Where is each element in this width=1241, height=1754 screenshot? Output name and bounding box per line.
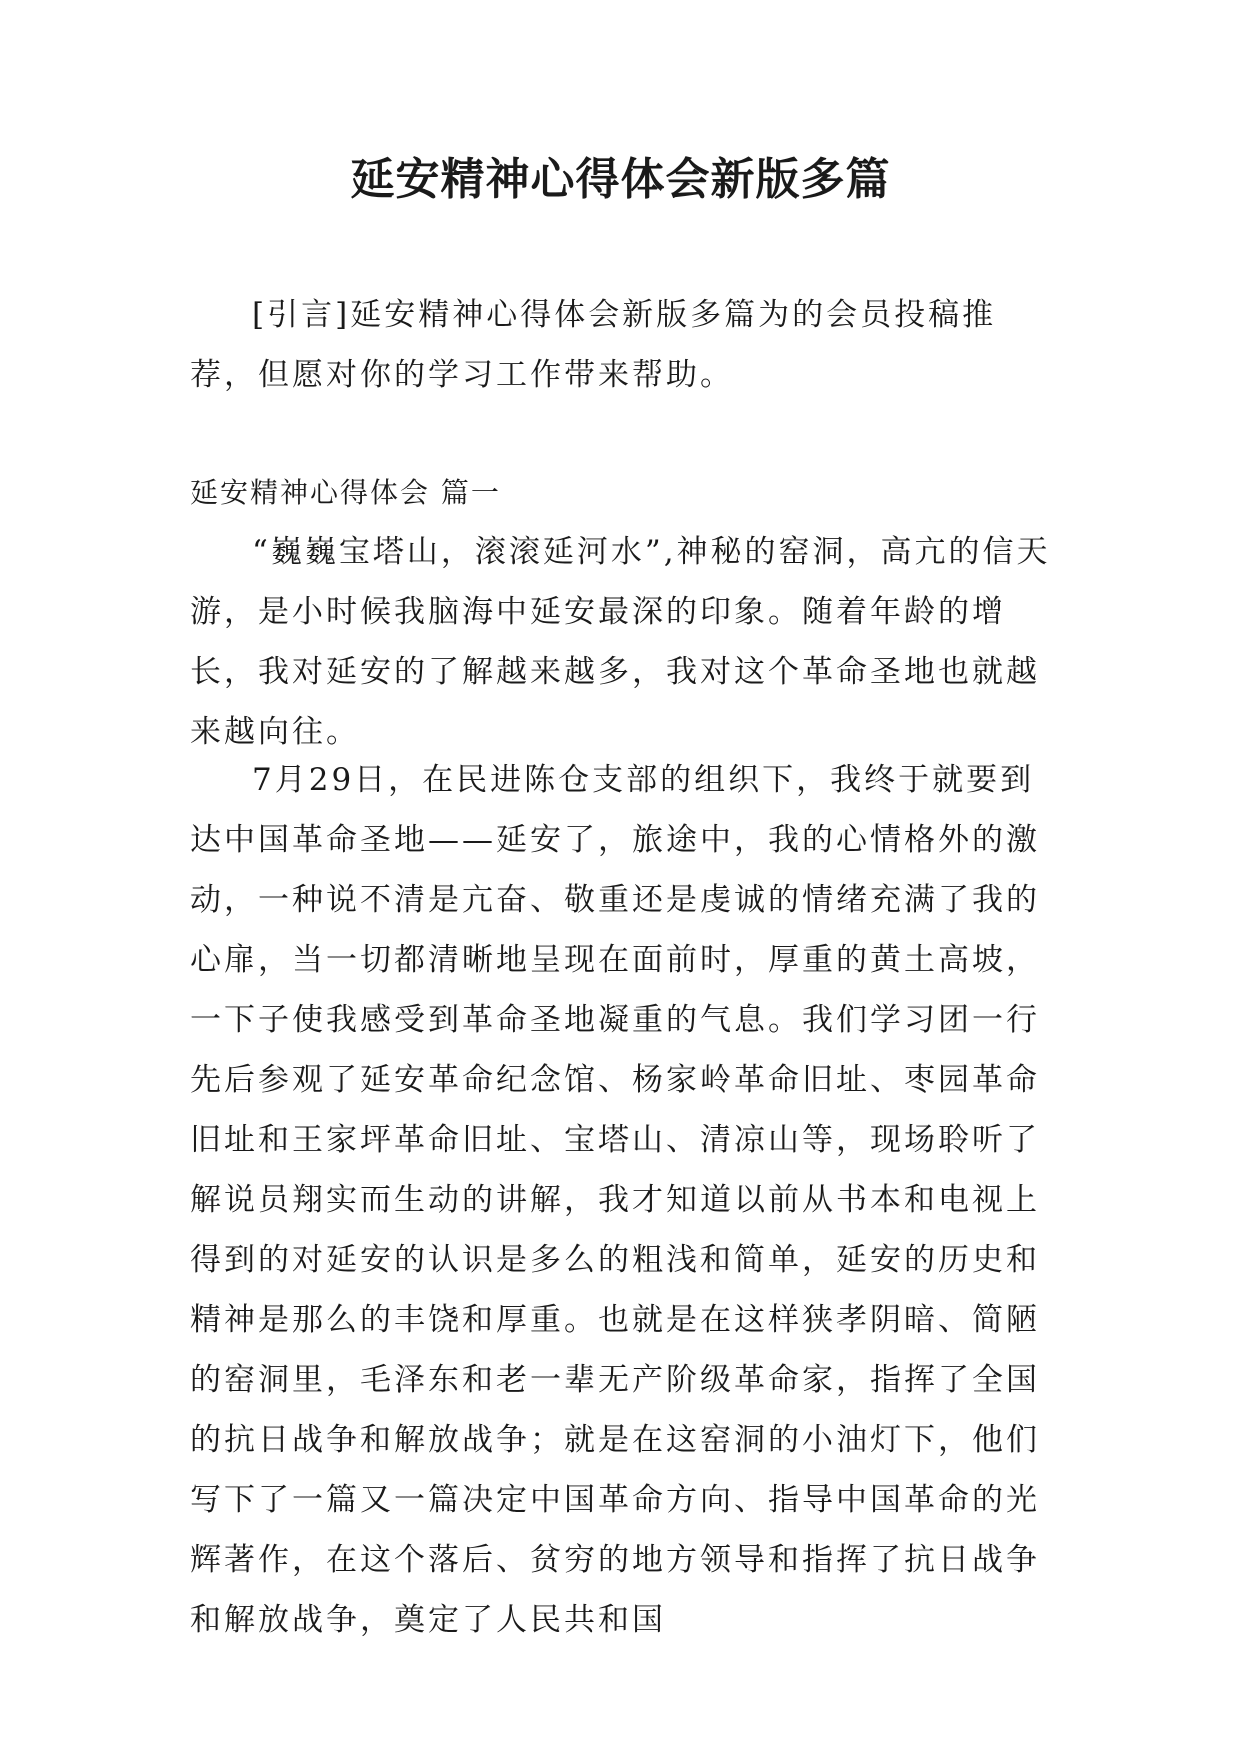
body-paragraph: 7月29日，在民进陈仓支部的组织下，我终于就要到达中国革命圣地——延安了，旅途中，我的心情格外的激动，一种说不清是亢奋、敬重还是虔诚的情绪充满了我的心扉，当一切都清晰地呈现在面前时，厚重的黄土高坡，一下子使我感受到革命圣地凝重的气息。我们学习团一行先后参观了延安革命纪念馆、杨家岭革命旧址、枣园革命旧址和王家坪革命旧址、宝塔山、清凉山等，现场聆听了解说员翔实而生动的讲解，我才知道以前从书本和电视上得到的对延安的认识是多么的粗浅和简单，延安的历史和精神是那么的丰饶和厚重。也就是在这样狭孝阴暗、简陋的窑洞里，毛泽东和老一辈无产阶级革命家，指挥了全国的抗日战争和解放战争；就是在这窑洞的小油灯下，他们写下了一篇又一篇决定中国革命方向、指导中国革命的光辉著作，在这个落后、贫穷的地方领导和指挥了抗日战争和解放战争，奠定了人民共和国 xyxy=(190,762,1040,1638)
document-title: 延安精神心得体会新版多篇 xyxy=(350,154,891,205)
body-paragraph: “巍巍宝塔山，滚滚延河水”,神秘的窑洞，高亢的信天游，是小时候我脑海中延安最深的印象。随着年龄的增长，我对延安的了解越来越多，我对这个革命圣地也就越来越向往。 xyxy=(190,534,1051,750)
section-heading: 延安精神心得体会 篇一 xyxy=(190,476,501,509)
intro-paragraph: [引言]延安精神心得体会新版多篇为的会员投稿推荐，但愿对你的学习工作带来帮助。 xyxy=(190,297,997,393)
